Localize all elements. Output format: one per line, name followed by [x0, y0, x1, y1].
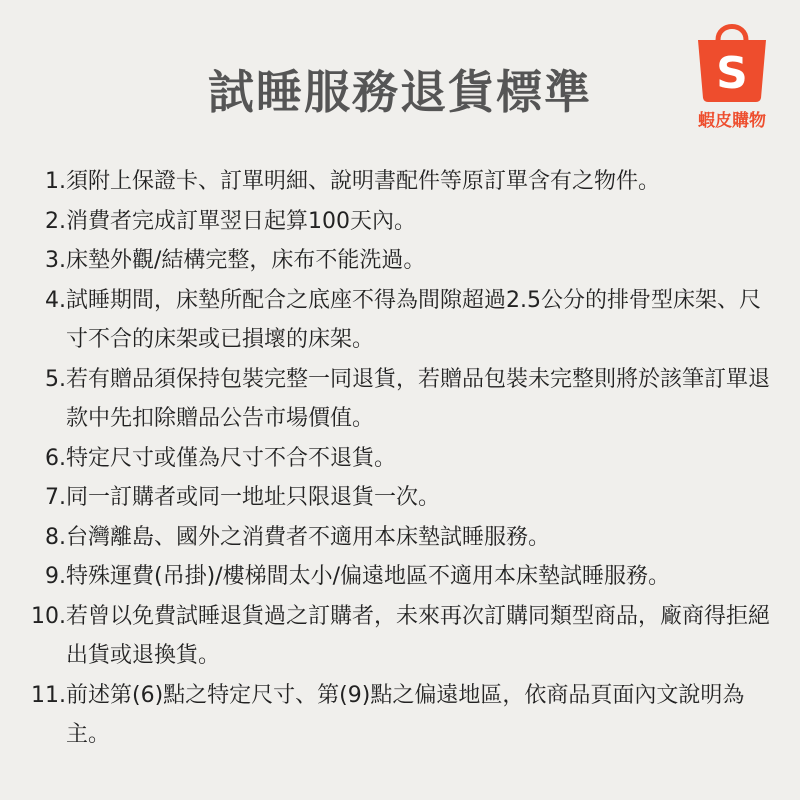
list-item — [0, 202, 800, 242]
item-text: 消費者完成訂單翌日起算100天內。 — [66, 208, 416, 234]
list-item — [0, 241, 800, 281]
item-text: 若有贈品須保持包裝完整一同退貨，若贈品包裝未完整則將於該筆訂單退款中先扣除贈品公告市場價值。 — [66, 366, 771, 431]
item-number: 2. — [45, 208, 66, 234]
page-title: 試睡服務退貨標準 — [208, 65, 592, 119]
item-number: 1. — [45, 169, 66, 194]
item-number: 9. — [45, 564, 66, 589]
logo-letter: S — [716, 48, 748, 99]
item-text: 床墊外觀/結構完整，床布不能洗過。 — [66, 248, 426, 273]
item-number: 6. — [45, 445, 66, 471]
list-item — [0, 162, 800, 202]
item-text: 前述第(6)點之特定尺寸、第(9)點之偏遠地區，依商品頁面內文說明為主。 — [66, 682, 745, 747]
item-text: 特殊運費(吊掛)/樓梯間太小/偏遠地區不適用本床墊試睡服務。 — [66, 564, 670, 589]
item-number: 4. — [45, 287, 66, 313]
item-text: 須附上保證卡、訂單明細、說明書配件等原訂單含有之物件。 — [66, 169, 661, 194]
item-number: 10. — [31, 603, 66, 629]
rules-list — [0, 162, 800, 755]
item-number: 11. — [31, 682, 66, 708]
list-item — [0, 439, 800, 479]
item-text: 試睡期間，床墊所配合之底座不得為間隙超過2.5公分的排骨型床架、尺寸不合的床架或已損壞的床架。 — [66, 287, 761, 352]
list-item — [0, 676, 800, 755]
list-item — [0, 597, 800, 676]
item-text: 同一訂購者或同一地址只限退貨一次。 — [66, 485, 441, 510]
list-item — [0, 518, 800, 558]
item-number: 3. — [45, 248, 66, 273]
item-text: 特定尺寸或僅為尺寸不合不退貨。 — [66, 445, 397, 471]
item-text: 台灣離島、國外之消費者不適用本床墊試睡服務。 — [66, 524, 551, 550]
item-number: 5. — [45, 366, 66, 392]
item-text: 若曾以免費試睡退貨過之訂購者，未來再次訂購同類型商品，廠商得拒絕出貨或退換貨。 — [66, 603, 771, 668]
item-number: 7. — [45, 485, 66, 510]
list-item — [0, 281, 800, 360]
list-item — [0, 478, 800, 518]
shopping-bag-icon — [692, 14, 772, 104]
list-item — [0, 557, 800, 597]
shopee-logo — [682, 14, 782, 132]
brand-name: 蝦皮購物 — [698, 111, 766, 131]
item-number: 8. — [45, 524, 66, 550]
list-item — [0, 360, 800, 439]
